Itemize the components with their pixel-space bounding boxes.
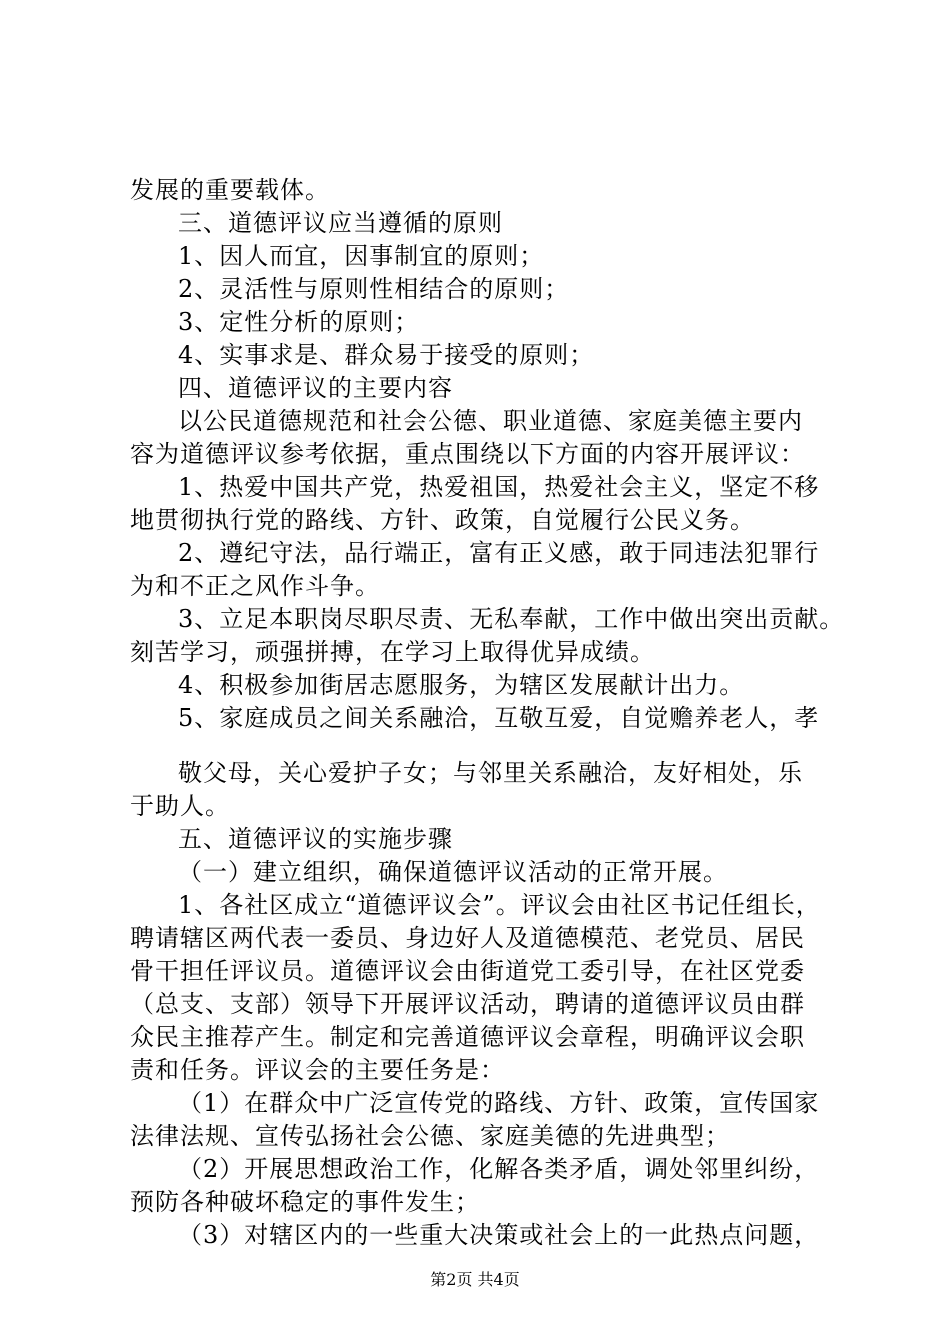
text-line: 发展的重要载体。: [130, 176, 330, 204]
list-item: 4、积极参加街居志愿服务，为辖区发展献计出力。: [178, 671, 745, 699]
subsection-heading: （一）建立组织，确保道德评议活动的正常开展。: [178, 858, 728, 886]
section-heading: 四、道德评议的主要内容: [178, 374, 453, 402]
text-line: 预防各种破坏稳定的事件发生；: [130, 1188, 480, 1216]
text-line: 为和不正之风作斗争。: [130, 572, 380, 600]
list-item: 1、各社区成立“道德评议会”。评议会由社区书记任组长，: [178, 891, 821, 919]
text-line: 以公民道德规范和社会公德、职业道德、家庭美德主要内: [178, 407, 803, 435]
text-line: 敬父母，关心爱护子女；与邻里关系融洽，友好相处，乐: [178, 759, 803, 787]
text-line: 骨干担任评议员。道德评议会由街道党工委引导，在社区党委: [130, 957, 805, 985]
text-line: 于助人。: [130, 792, 230, 820]
text-line: 刻苦学习，顽强拼搏，在学习上取得优异成绩。: [130, 638, 655, 666]
text-line: （总支、支部）领导下开展评议活动，聘请的道德评议员由群: [130, 990, 805, 1018]
text-line: 聘请辖区两代表一委员、身边好人及道德模范、老党员、居民: [130, 924, 805, 952]
list-item: 2、灵活性与原则性相结合的原则；: [178, 275, 570, 303]
text-line: 责和任务。评议会的主要任务是：: [130, 1056, 505, 1084]
text-line: 容为道德评议参考依据，重点围绕以下方面的内容开展评议：: [130, 440, 805, 468]
list-item: 4、实事求是、群众易于接受的原则；: [178, 341, 595, 369]
list-item: （3）对辖区内的一些重大决策或社会上的一此热点问题，: [178, 1221, 820, 1249]
section-heading: 五、道德评议的实施步骤: [178, 825, 453, 853]
section-heading: 三、道德评议应当遵循的原则: [178, 209, 503, 237]
text-line: 法律法规、宣传弘扬社会公德、家庭美德的先进典型；: [130, 1122, 730, 1150]
page-footer: 第2页 共4页: [430, 1270, 520, 1289]
list-item: 5、家庭成员之间关系融洽，互敬互爱，自觉赡养老人，孝: [178, 704, 820, 732]
text-line: 众民主推荐产生。制定和完善道德评议会章程，明确评议会职: [130, 1023, 805, 1051]
list-item: 3、立足本职岗尽职尽责、无私奉献，工作中做出突出贡献。: [178, 605, 845, 633]
list-item: （1）在群众中广泛宣传党的路线、方针、政策，宣传国家: [178, 1089, 820, 1117]
text-line: 地贯彻执行党的路线、方针、政策，自觉履行公民义务。: [130, 506, 755, 534]
list-item: （2）开展思想政治工作，化解各类矛盾，调处邻里纠纷，: [178, 1155, 820, 1183]
list-item: 1、因人而宜，因事制宜的原则；: [178, 242, 545, 270]
list-item: 1、热爱中国共产党，热爱祖国，热爱社会主义，坚定不移: [178, 473, 820, 501]
list-item: 3、定性分析的原则；: [178, 308, 420, 336]
list-item: 2、遵纪守法，品行端正，富有正义感，敢于同违法犯罪行: [178, 539, 820, 567]
